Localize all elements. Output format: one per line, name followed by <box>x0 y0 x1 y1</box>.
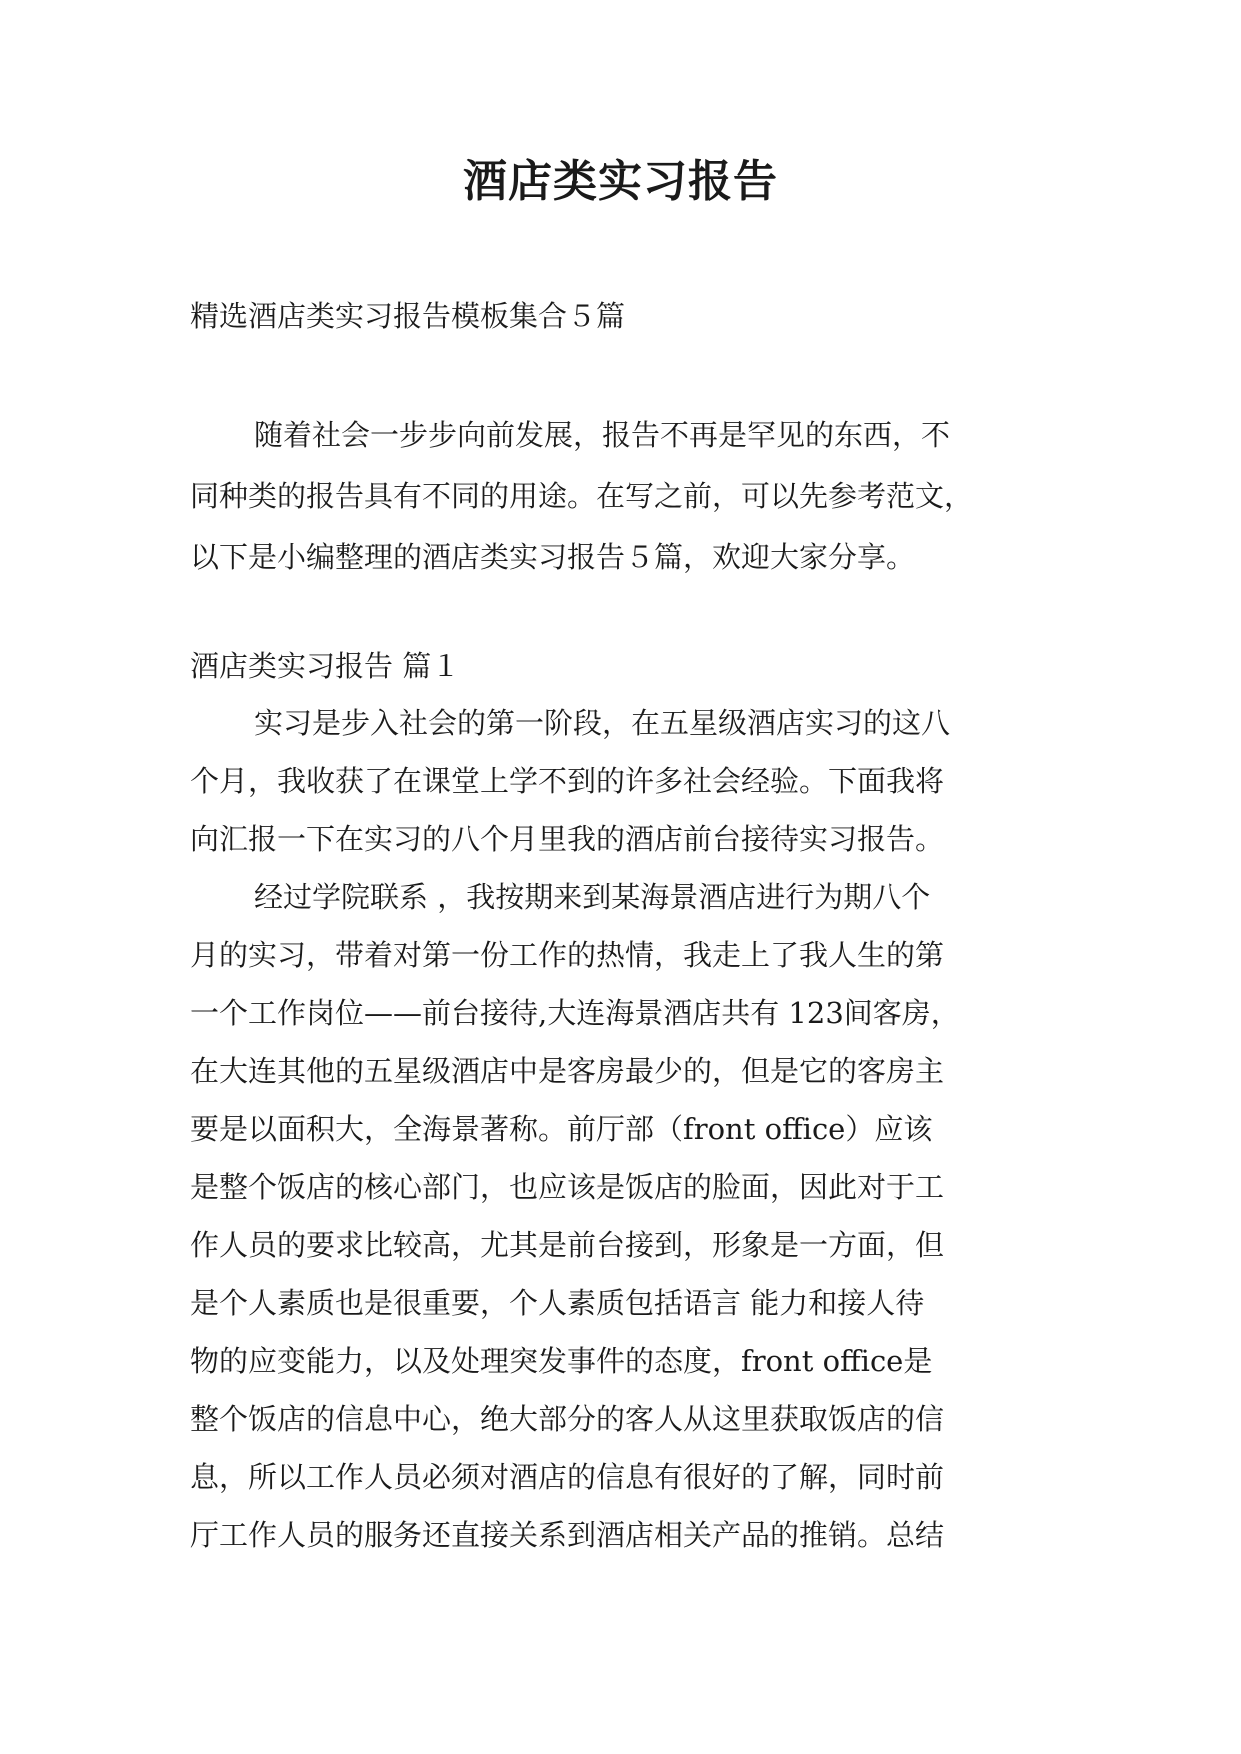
paragraph-line: 是个人素质也是很重要，个人素质包括语言 能力和接人待 <box>190 1286 925 1320</box>
paragraph-line: 物的应变能力，以及处理突发事件的态度，front office是 <box>190 1344 933 1378</box>
paragraph-line: 息，所以工作人员必须对酒店的信息有很好的了解，同时前 <box>190 1460 945 1494</box>
document-subtitle: 精选酒店类实习报告模板集合５篇 <box>190 299 626 333</box>
paragraph-line: 作人员的要求比较高，尤其是前台接到，形象是一方面，但 <box>190 1228 945 1262</box>
paragraph-line: 经过学院联系 ，我按期来到某海景酒店进行为期八个 <box>254 880 931 914</box>
section-body <box>190 694 1060 1564</box>
document-title: 酒店类实习报告 <box>463 156 778 207</box>
paragraph-line: 一个工作岗位——前台接待,大连海景酒店共有 123间客房， <box>190 996 960 1030</box>
paragraph-line: 在大连其他的五星级酒店中是客房最少的，但是它的客房主 <box>190 1054 945 1088</box>
paragraph-line: 随着社会一步步向前发展，报告不再是罕见的东西，不 <box>254 418 951 452</box>
paragraph-line: 实习是步入社会的第一阶段，在五星级酒店实习的这八 <box>254 706 951 740</box>
intro-paragraph <box>190 405 1060 588</box>
paragraph-line: 厅工作人员的服务还直接关系到酒店相关产品的推销。总结 <box>190 1518 945 1552</box>
section-heading: 酒店类实习报告 篇１ <box>190 649 461 683</box>
paragraph-line: 向汇报一下在实习的八个月里我的酒店前台接待实习报告。 <box>190 822 945 856</box>
paragraph-line: 同种类的报告具有不同的用途。在写之前，可以先参考范文， <box>190 479 974 513</box>
paragraph-line: 整个饭店的信息中心，绝大部分的客人从这里获取饭店的信 <box>190 1402 945 1436</box>
paragraph-line: 以下是小编整理的酒店类实习报告５篇，欢迎大家分享。 <box>190 540 916 574</box>
paragraph-line: 是整个饭店的核心部门，也应该是饭店的脸面，因此对于工 <box>190 1170 945 1204</box>
paragraph-line: 个月，我收获了在课堂上学不到的许多社会经验。下面我将 <box>190 764 945 798</box>
paragraph-line: 月的实习，带着对第一份工作的热情，我走上了我人生的第 <box>190 938 945 972</box>
paragraph-line: 要是以面积大，全海景著称。前厅部（front office）应该 <box>190 1112 933 1146</box>
